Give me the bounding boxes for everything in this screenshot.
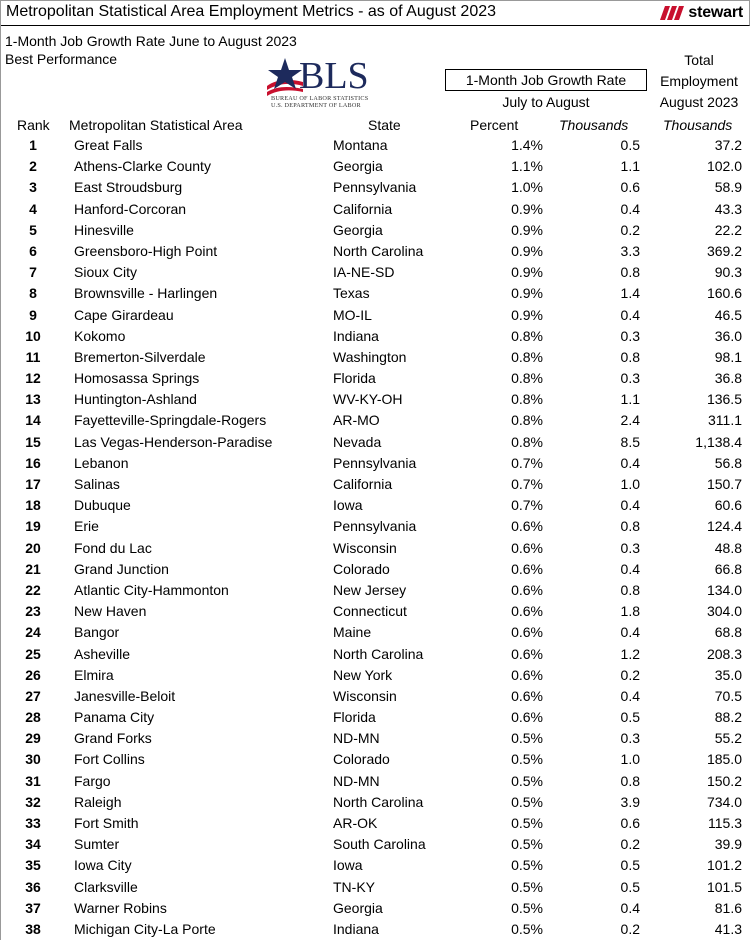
thousands-cell: 0.8 (620, 772, 640, 789)
report-subtitle: 1-Month Job Growth Rate June to August 2023 (5, 33, 297, 49)
msa-cell: Bangor (74, 624, 120, 641)
percent-cell: 0.6% (511, 603, 543, 620)
total-employment-cell: 101.2 (706, 857, 742, 874)
total-employment-cell: 88.2 (714, 709, 742, 726)
percent-cell: 0.8% (511, 412, 543, 429)
table-row (1, 453, 750, 474)
msa-cell: Fargo (74, 772, 111, 789)
percent-cell: 0.9% (511, 200, 543, 217)
state-cell: Indiana (333, 327, 379, 344)
thousands-cell: 0.6 (620, 179, 640, 196)
state-cell: Connecticut (333, 603, 407, 620)
percent-cell: 0.5% (511, 772, 543, 789)
performance-label: Best Performance (5, 51, 118, 67)
table-row (1, 305, 750, 326)
total-employment-cell: 70.5 (714, 687, 742, 704)
total-employment-cell: 150.2 (706, 772, 742, 789)
msa-cell: Iowa City (74, 857, 132, 874)
msa-cell: Las Vegas-Henderson-Paradise (74, 433, 273, 450)
percent-cell: 0.6% (511, 539, 543, 556)
thousands-cell: 0.2 (620, 836, 640, 853)
thousands-cell: 0.5 (620, 137, 640, 153)
rank-cell: 11 (25, 348, 41, 365)
rank-cell: 4 (29, 200, 37, 217)
percent-cell: 0.5% (511, 730, 543, 747)
percent-cell: 0.8% (511, 370, 543, 387)
msa-cell: Panama City (74, 709, 155, 726)
rank-cell: 21 (25, 560, 41, 577)
rank-cell: 36 (25, 878, 41, 895)
rank-cell: 19 (25, 518, 41, 535)
msa-cell: Erie (74, 518, 99, 535)
thousands-cell: 0.4 (620, 497, 640, 514)
state-cell: IA-NE-SD (333, 264, 395, 281)
rank-cell: 10 (25, 327, 41, 344)
total-employment-cell: 150.7 (706, 476, 742, 492)
table-row (1, 156, 750, 177)
rank-cell: 38 (25, 920, 41, 937)
rank-cell: 34 (25, 836, 41, 853)
state-cell: MO-IL (333, 306, 372, 323)
rank-cell: 28 (25, 709, 41, 726)
table-row (1, 813, 750, 834)
msa-cell: Asheville (74, 645, 131, 662)
percent-cell: 0.5% (511, 836, 543, 853)
msa-cell: East Stroudsburg (74, 179, 183, 196)
table-row (1, 135, 750, 156)
table-row (1, 410, 750, 431)
table-row (1, 855, 750, 876)
state-cell: Washington (333, 348, 407, 365)
msa-cell: Raleigh (74, 793, 122, 810)
report-header (0, 25, 750, 135)
thousands-cell: 0.4 (620, 200, 640, 217)
thousands-cell: 8.5 (620, 433, 640, 450)
msa-cell: Grand Forks (74, 730, 152, 747)
table-row (1, 834, 750, 855)
thousands-cell: 0.8 (620, 348, 640, 365)
state-cell: Pennsylvania (333, 518, 417, 535)
total-employment-cell: 115.3 (708, 815, 742, 831)
title-bar (0, 0, 750, 26)
thousands-cell: 0.8 (620, 581, 640, 598)
state-cell: Wisconsin (333, 687, 397, 704)
period-label: July to August (502, 94, 590, 110)
total-employment-cell: 60.6 (714, 497, 742, 514)
rank-cell: 23 (25, 603, 41, 620)
percent-cell: 0.6% (511, 709, 543, 726)
msa-cell: Cape Girardeau (74, 306, 174, 323)
table-row (1, 771, 750, 792)
percent-cell: 1.0% (511, 179, 543, 196)
rank-cell: 25 (25, 645, 41, 662)
state-cell: Nevada (333, 433, 382, 450)
msa-cell: Salinas (74, 476, 120, 492)
thousands-cell: 0.5 (620, 709, 640, 726)
state-cell: ND-MN (333, 730, 380, 747)
rank-cell: 9 (29, 306, 37, 323)
msa-cell: Huntington-Ashland (74, 391, 197, 408)
rank-cell: 3 (29, 179, 37, 196)
thousands-cell: 3.9 (620, 793, 640, 810)
rank-cell: 18 (25, 497, 41, 514)
thousands-cell: 0.5 (620, 878, 640, 895)
percent-cell: 0.5% (511, 899, 543, 916)
table-row (1, 877, 750, 898)
thousands-cell: 0.8 (620, 264, 640, 281)
total-employment-cell: 101.5 (706, 878, 742, 895)
total-employment-cell: 66.8 (714, 560, 742, 577)
table-row (1, 389, 750, 410)
msa-cell: Fayetteville-Springdale-Rogers (74, 412, 267, 429)
total-header-line3: August 2023 (659, 94, 739, 110)
msa-cell: New Haven (74, 603, 147, 620)
total-employment-cell: 136.5 (706, 391, 742, 408)
rank-cell: 29 (25, 730, 41, 747)
rank-cell: 30 (25, 751, 41, 768)
msa-cell: Greensboro-High Point (74, 242, 218, 259)
total-employment-cell: 90.3 (714, 264, 742, 281)
thousands-cell: 1.0 (620, 476, 640, 492)
total-employment-cell: 81.6 (714, 899, 742, 916)
table-row (1, 495, 750, 516)
percent-cell: 0.8% (511, 348, 543, 365)
state-cell: Florida (333, 370, 376, 387)
thousands-cell: 0.3 (620, 539, 640, 556)
total-header-line1: Total (684, 52, 714, 68)
total-employment-cell: 304.0 (706, 603, 742, 620)
total-employment-cell: 1,138.4 (695, 433, 742, 450)
rank-cell: 22 (25, 581, 41, 598)
percent-cell: 0.6% (511, 624, 543, 641)
rank-cell: 13 (25, 391, 41, 408)
percent-cell: 0.5% (511, 878, 543, 895)
table-row (1, 898, 750, 919)
rank-cell: 14 (25, 412, 41, 429)
table-row (1, 749, 750, 770)
percent-cell: 0.9% (511, 285, 543, 302)
rank-cell: 15 (25, 433, 41, 450)
table-row (1, 622, 750, 643)
col-header-msa: Metropolitan Statistical Area (69, 117, 243, 133)
msa-cell: Grand Junction (74, 560, 169, 577)
table-row (1, 199, 750, 220)
table-row (1, 601, 750, 622)
state-cell: Pennsylvania (333, 179, 417, 196)
state-cell: TN-KY (333, 878, 375, 895)
msa-cell: Hanford-Corcoran (74, 200, 187, 217)
total-employment-cell: 36.0 (714, 327, 742, 344)
bls-department-text: U.S. DEPARTMENT OF LABOR (271, 102, 361, 109)
total-employment-cell: 48.8 (714, 539, 742, 556)
percent-cell: 0.6% (511, 581, 543, 598)
rank-cell: 16 (25, 454, 41, 471)
percent-cell: 0.9% (511, 221, 543, 238)
state-cell: Iowa (333, 857, 363, 874)
thousands-cell: 0.4 (620, 624, 640, 641)
state-cell: Colorado (333, 751, 390, 768)
percent-cell: 0.7% (511, 454, 543, 471)
msa-cell: Kokomo (74, 327, 126, 344)
state-cell: New York (333, 666, 393, 683)
thousands-cell: 0.2 (620, 221, 640, 238)
state-cell: Georgia (333, 221, 383, 238)
thousands-cell: 3.3 (620, 242, 640, 259)
total-employment-cell: 311.1 (708, 412, 742, 429)
rank-cell: 6 (29, 242, 37, 259)
data-table (0, 135, 750, 940)
percent-cell: 0.6% (511, 687, 543, 704)
table-row (1, 474, 750, 495)
rank-cell: 26 (25, 666, 41, 683)
thousands-cell: 0.3 (620, 370, 640, 387)
table-row (1, 919, 750, 940)
total-employment-cell: 56.8 (714, 454, 742, 471)
growth-rate-group-header: 1-Month Job Growth Rate (445, 69, 647, 91)
msa-cell: Fond du Lac (74, 539, 152, 556)
table-row (1, 220, 750, 241)
bls-letters: BLS (299, 55, 369, 97)
state-cell: North Carolina (333, 242, 424, 259)
msa-cell: Fort Smith (74, 815, 139, 831)
table-row (1, 792, 750, 813)
table-row (1, 516, 750, 537)
thousands-cell: 0.4 (620, 454, 640, 471)
percent-cell: 0.8% (511, 391, 543, 408)
total-employment-cell: 102.0 (706, 158, 742, 175)
table-row (1, 262, 750, 283)
thousands-cell: 0.3 (620, 327, 640, 344)
percent-cell: 0.9% (511, 264, 543, 281)
table-row (1, 580, 750, 601)
rank-cell: 20 (25, 539, 41, 556)
brand-name: stewart (688, 4, 743, 21)
percent-cell: 0.6% (511, 645, 543, 662)
total-employment-cell: 43.3 (714, 200, 742, 217)
percent-cell: 0.8% (511, 433, 543, 450)
rank-cell: 12 (25, 370, 41, 387)
percent-cell: 0.5% (511, 793, 543, 810)
state-cell: North Carolina (333, 793, 424, 810)
percent-cell: 1.1% (511, 158, 543, 175)
msa-cell: Athens-Clarke County (74, 158, 211, 175)
total-employment-cell: 46.5 (714, 306, 742, 323)
percent-cell: 0.5% (511, 751, 543, 768)
table-row (1, 347, 750, 368)
col-header-state: State (368, 117, 401, 133)
state-cell: ND-MN (333, 772, 380, 789)
total-employment-cell: 68.8 (714, 624, 742, 641)
total-employment-cell: 35.0 (714, 666, 742, 683)
table-row (1, 644, 750, 665)
thousands-cell: 0.2 (620, 666, 640, 683)
page-title: Metropolitan Statistical Area Employment Metrics - as of August 2023 (6, 3, 497, 20)
thousands-cell: 0.2 (620, 920, 640, 937)
total-employment-cell: 36.8 (714, 370, 742, 387)
thousands-cell: 0.5 (620, 857, 640, 874)
table-row (1, 686, 750, 707)
rank-cell: 8 (29, 285, 37, 302)
msa-cell: Janesville-Beloit (74, 687, 176, 704)
percent-cell: 0.8% (511, 327, 543, 344)
table-row (1, 368, 750, 389)
thousands-cell: 1.1 (620, 391, 640, 408)
thousands-cell: 1.0 (620, 751, 640, 768)
msa-cell: Dubuque (74, 497, 131, 514)
table-row (1, 728, 750, 749)
total-employment-cell: 185.0 (706, 751, 742, 768)
state-cell: Maine (333, 624, 372, 641)
total-employment-cell: 160.6 (706, 285, 742, 302)
msa-cell: Sioux City (74, 264, 138, 281)
total-employment-cell: 98.1 (714, 348, 742, 365)
msa-cell: Atlantic City-Hammonton (74, 581, 229, 598)
percent-cell: 0.9% (511, 306, 543, 323)
msa-cell: Bremerton-Silverdale (74, 348, 206, 365)
state-cell: WV-KY-OH (333, 391, 403, 408)
state-cell: Georgia (333, 158, 383, 175)
rank-cell: 35 (25, 857, 41, 874)
bls-logo (265, 56, 375, 108)
percent-cell: 0.5% (511, 857, 543, 874)
thousands-cell: 0.4 (620, 560, 640, 577)
thousands-cell: 1.4 (620, 285, 640, 302)
thousands-cell: 0.4 (620, 899, 640, 916)
table-row (1, 177, 750, 198)
state-cell: Texas (333, 285, 370, 302)
table-row (1, 707, 750, 728)
percent-cell: 0.6% (511, 560, 543, 577)
thousands-cell: 2.4 (620, 412, 640, 429)
table-row (1, 559, 750, 580)
total-employment-cell: 22.2 (714, 221, 742, 238)
col-header-total-thousands: Thousands (663, 117, 733, 133)
col-header-thousands: Thousands (559, 117, 629, 133)
total-employment-cell: 208.3 (706, 645, 742, 662)
thousands-cell: 0.8 (620, 518, 640, 535)
msa-cell: Hinesville (74, 221, 134, 238)
percent-cell: 0.9% (511, 242, 543, 259)
total-employment-cell: 734.0 (706, 793, 742, 810)
state-cell: Montana (333, 137, 388, 153)
rank-cell: 17 (25, 476, 41, 492)
total-employment-cell: 41.3 (714, 920, 742, 937)
msa-cell: Warner Robins (74, 899, 167, 916)
rank-cell: 24 (25, 624, 41, 641)
msa-cell: Sumter (74, 836, 120, 853)
table-row (1, 432, 750, 453)
rank-cell: 37 (25, 899, 41, 916)
state-cell: California (333, 476, 393, 492)
percent-cell: 0.5% (511, 920, 543, 937)
rank-cell: 5 (29, 221, 37, 238)
percent-cell: 1.4% (511, 137, 543, 153)
state-cell: Georgia (333, 899, 383, 916)
thousands-cell: 0.3 (620, 730, 640, 747)
thousands-cell: 0.4 (620, 687, 640, 704)
bls-bureau-text: BUREAU OF LABOR STATISTICS (271, 95, 369, 102)
rank-cell: 33 (25, 815, 41, 831)
percent-cell: 0.6% (511, 518, 543, 535)
table-row (1, 538, 750, 559)
state-cell: Pennsylvania (333, 454, 417, 471)
state-cell: AR-MO (333, 412, 380, 429)
total-employment-cell: 39.9 (714, 836, 742, 853)
msa-cell: Michigan City-La Porte (74, 920, 216, 937)
stewart-slash-icon (660, 6, 686, 20)
thousands-cell: 1.1 (620, 158, 640, 175)
rank-cell: 27 (25, 687, 41, 704)
thousands-cell: 1.2 (620, 645, 640, 662)
msa-cell: Great Falls (74, 137, 143, 153)
msa-cell: Brownsville - Harlingen (74, 285, 218, 302)
col-header-rank: Rank (17, 117, 50, 133)
msa-cell: Lebanon (74, 454, 129, 471)
table-row (1, 326, 750, 347)
state-cell: Iowa (333, 497, 363, 514)
rank-cell: 7 (29, 264, 37, 281)
rank-cell: 1 (29, 137, 37, 153)
state-cell: Indiana (333, 920, 379, 937)
table-row (1, 241, 750, 262)
state-cell: Colorado (333, 560, 390, 577)
msa-cell: Fort Collins (74, 751, 145, 768)
col-header-percent: Percent (470, 117, 519, 133)
rank-cell: 32 (25, 793, 41, 810)
table-row (1, 283, 750, 304)
rank-cell: 2 (29, 158, 37, 175)
state-cell: Florida (333, 709, 376, 726)
percent-cell: 0.5% (511, 815, 543, 831)
total-employment-cell: 58.9 (714, 179, 742, 196)
total-employment-cell: 369.2 (706, 242, 742, 259)
msa-cell: Clarksville (74, 878, 138, 895)
percent-cell: 0.7% (511, 476, 543, 492)
msa-cell: Homosassa Springs (74, 370, 200, 387)
state-cell: Wisconsin (333, 539, 397, 556)
state-cell: North Carolina (333, 645, 424, 662)
total-employment-cell: 37.2 (714, 137, 742, 153)
total-employment-cell: 124.4 (706, 518, 742, 535)
total-employment-cell: 55.2 (714, 730, 742, 747)
thousands-cell: 0.6 (620, 815, 640, 831)
percent-cell: 0.7% (511, 497, 543, 514)
table-row (1, 665, 750, 686)
total-header-line2: Employment (660, 73, 738, 89)
thousands-cell: 0.4 (620, 306, 640, 323)
percent-cell: 0.6% (511, 666, 543, 683)
state-cell: South Carolina (333, 836, 426, 853)
thousands-cell: 1.8 (620, 603, 640, 620)
total-employment-cell: 134.0 (706, 581, 742, 598)
rank-cell: 31 (25, 772, 41, 789)
state-cell: New Jersey (333, 581, 407, 598)
msa-cell: Elmira (74, 666, 114, 683)
state-cell: California (333, 200, 393, 217)
state-cell: AR-OK (333, 815, 378, 831)
stewart-logo (660, 4, 743, 22)
